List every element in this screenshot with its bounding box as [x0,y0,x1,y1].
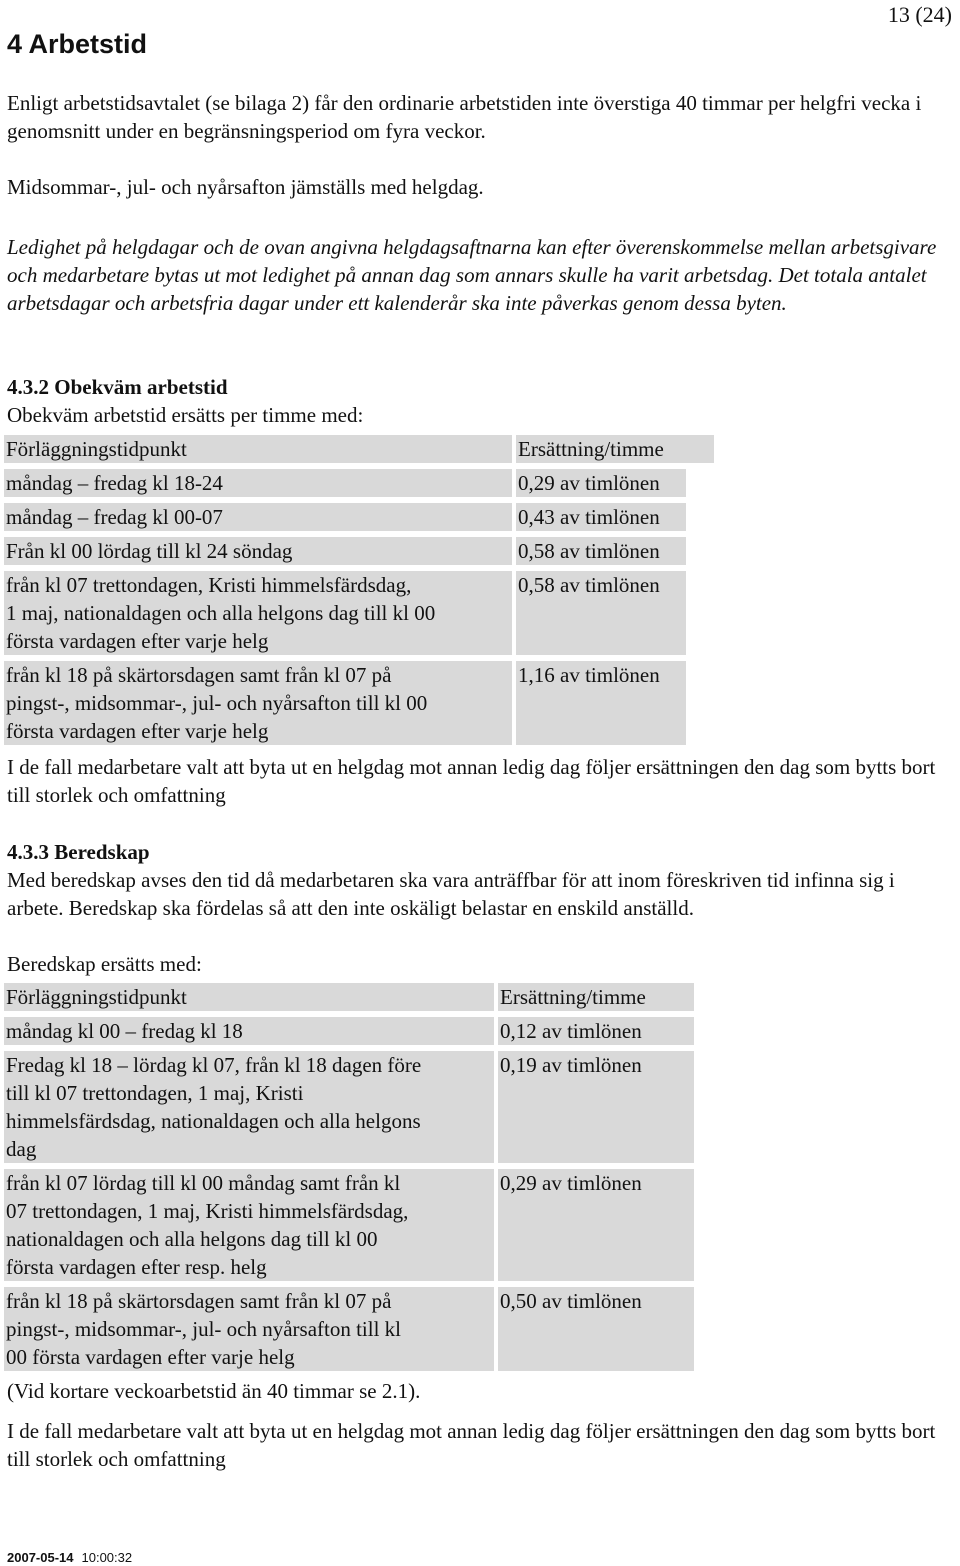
section-heading-beredskap: 4.3.3 Beredskap [7,840,150,864]
page-number: 13 (24) [887,2,952,27]
table-cell-rate: 0,29 av timlönen [498,1169,694,1281]
page-title: 4 Arbetstid [7,29,148,59]
table-header-row [0,435,960,463]
paragraph-holiday-swap: Ledighet på helgdagar och de ovan angivna helgdagsaftnarna kan efter överenskommelse mellan arbetsgivare och medarbetare bytas ut mot ledighet på annan dag som annars skulle ha varit arbetsdag. Det totala antalet arbetsdagar och arbetsfria dagar under ett kalenderår ska inte påverkas genom dessa byten. [7,235,937,315]
beredskap-definition: Med beredskap avses den tid då medarbetaren ska vara anträffbar för att inom föreskriven tid infinna sig i arbete. Beredskap ska fördelas så att den inte oskäligt belastar en enskild anställd. [7,868,895,920]
table-cell-time: Från kl 00 lördag till kl 24 söndag [4,537,512,565]
paragraph-working-hours: Enligt arbetstidsavtalet (se bilaga 2) får den ordinarie arbetstiden inte överstiga 40 timmar per helgfri vecka i genomsnitt under en begränsningsperiod om fyra veckor. [7,91,922,143]
table-cell-rate: 0,29 av timlönen [516,469,686,497]
table-row [0,1051,960,1163]
paragraph-holiday-eves: Midsommar-, jul- och nyårsafton jämställs med helgdag. [7,175,484,199]
beredskap-reference-note: (Vid kortare veckoarbetstid än 40 timmar se 2.1). [7,1379,421,1403]
obekvam-intro: Obekväm arbetstid ersätts per timme med: [7,403,364,427]
table-header-cell: Ersättning/timme [516,435,714,463]
table-header-row [0,983,960,1011]
table-cell-rate: 0,58 av timlönen [516,571,686,655]
table-cell-rate: 0,43 av timlönen [516,503,686,531]
footer-timestamp [7,1550,132,1566]
table-cell-time: från kl 18 på skärtorsdagen samt från kl 07 på pingst-, midsommar-, jul- och nyårsafton till kl 00 första vardagen efter varje helg [4,661,512,745]
beredskap-intro: Beredskap ersätts med: [7,952,202,976]
footer-time: 10:00:32 [81,1550,133,1565]
table-row [0,503,960,531]
table-row [0,469,960,497]
table-header-cell: Förläggningstidpunkt [4,435,512,463]
table-row [0,661,960,745]
table-row [0,571,960,655]
table-cell-rate: 0,58 av timlönen [516,537,686,565]
table-cell-rate: 1,16 av timlönen [516,661,686,745]
table-cell-rate: 0,50 av timlönen [498,1287,694,1371]
table-cell-rate: 0,19 av timlönen [498,1051,694,1163]
table-cell-time: måndag kl 00 – fredag kl 18 [4,1017,494,1045]
table-cell-time: från kl 07 lördag till kl 00 måndag samt från kl 07 trettondagen, 1 maj, Kristi himmelsfärdsdag, nationaldagen och alla helgons dag till kl 00 första vardagen efter resp. helg [4,1169,494,1281]
table-cell-time: från kl 07 trettondagen, Kristi himmelsfärdsdag, 1 maj, nationaldagen och alla helgons dag till kl 00 första vardagen efter varje helg [4,571,512,655]
table-row [0,1169,960,1281]
obekvam-swap-note: I de fall medarbetare valt att byta ut en helgdag mot annan ledig dag följer ersättningen den dag som bytts bort till storlek och omfattning [7,755,936,807]
table-cell-time: Fredag kl 18 – lördag kl 07, från kl 18 dagen före till kl 07 trettondagen, 1 maj, Kristi himmelsfärdsdag, nationaldagen och alla helgons dag [4,1051,494,1163]
table-cell-time: måndag – fredag kl 18-24 [4,469,512,497]
section-heading-obekvam: 4.3.2 Obekväm arbetstid [7,375,228,399]
table-header-cell: Förläggningstidpunkt [4,983,494,1011]
beredskap-swap-note: I de fall medarbetare valt att byta ut en helgdag mot annan ledig dag följer ersättningen den dag som bytts bort till storlek och omfattning [7,1419,936,1471]
table-cell-rate: 0,12 av timlönen [498,1017,694,1045]
table-header-cell: Ersättning/timme [498,983,694,1011]
table-row [0,1017,960,1045]
table-row [0,537,960,565]
table-cell-time: måndag – fredag kl 00-07 [4,503,512,531]
table-row [0,1287,960,1371]
table-cell-time: från kl 18 på skärtorsdagen samt från kl 07 på pingst-, midsommar-, jul- och nyårsafton till kl 00 första vardagen efter varje helg [4,1287,494,1371]
footer-date: 2007-05-14 [7,1550,74,1565]
